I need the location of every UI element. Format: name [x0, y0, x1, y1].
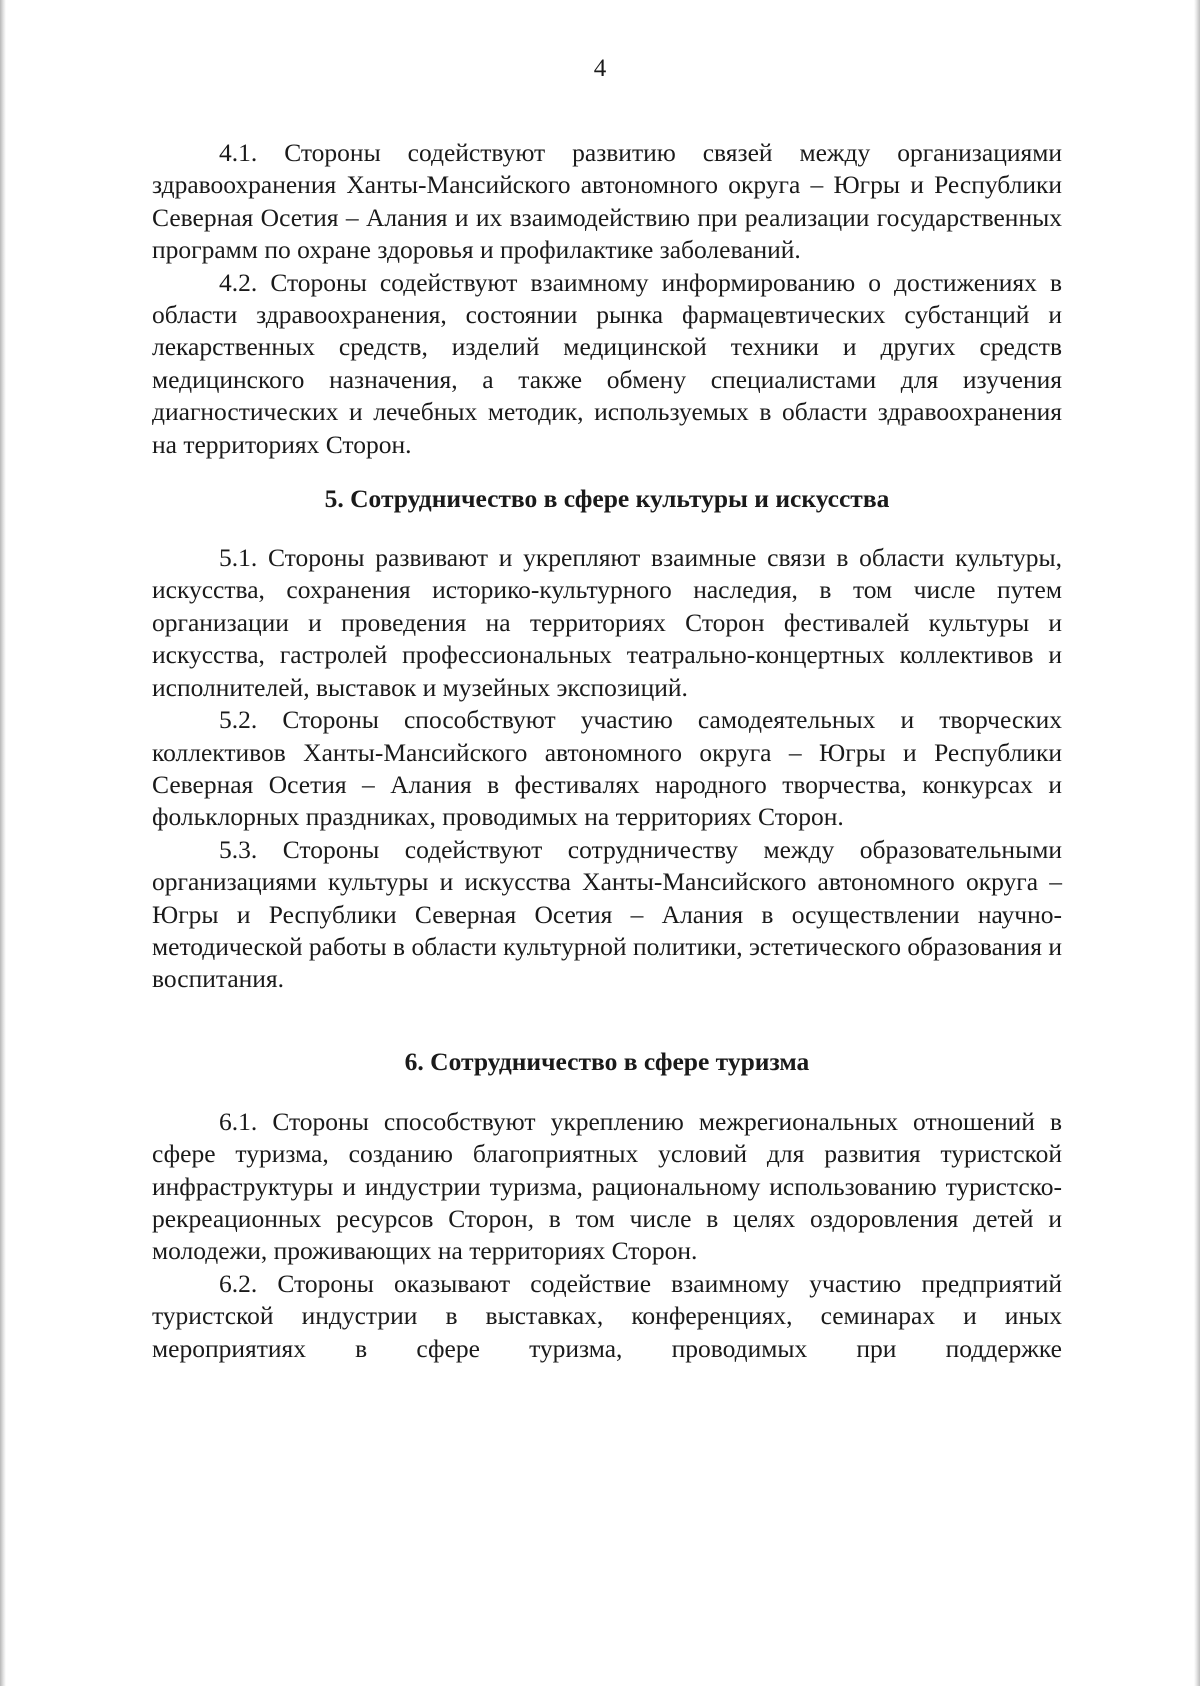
section-5-heading: 5. Сотрудничество в сфере культуры и искусства	[324, 484, 890, 514]
document-body	[152, 137, 1062, 1365]
paragraph-5-1: 5.1. Стороны развивают и укрепляют взаимные связи в области культуры, искусства, сохранения историко-культурного наследия, в том числе путем организации и проведения на территориях Сторон фестивалей культуры и искусства, гастролей профессиональных театрально-концертных коллективов и исполнителей, выставок и музейных экспозиций.	[152, 543, 1062, 702]
paragraph-5-2: 5.2. Стороны способствуют участию самодеятельных и творческих коллективов Ханты-Мансийского автономного округа – Югры и Республики Северная Осетия – Алания в фестивалях народного творчества, конкурсах и фольклорных праздниках, проводимых на территориях Сторон.	[152, 705, 1062, 832]
paragraph-6-2: 6.2. Стороны оказывают содействие взаимному участию предприятий туристской индустрии в выставках, конференциях, семинарах и иных мероприятиях в сфере туризма, проводимых при поддержке	[152, 1268, 1062, 1363]
paragraph-6-1: 6.1. Стороны способствуют укреплению межрегиональных отношений в сфере туризма, созданию благоприятных условий для развития туристской инфраструктуры и индустрии туризма, рациональному использованию туристско-рекреационных ресурсов Сторон, в том числе в целях оздоровления детей и молодежи, проживающих на территориях Сторон.	[152, 1106, 1062, 1266]
page-number: 4	[593, 55, 607, 82]
scan-edge-right	[1194, 0, 1200, 1686]
scan-edge-left	[0, 0, 6, 1686]
section-6-heading: 6. Сотрудничество в сфере туризма	[404, 1046, 810, 1076]
paragraph-4-1: 4.1. Стороны содействуют развитию связей между организациями здравоохранения Ханты-Мансийского автономного округа – Югры и Республики Северная Осетия – Алания и их взаимодействию при реализации государственных программ по охране здоровья и профилактике заболеваний.	[152, 138, 1062, 265]
paragraph-4-2: 4.2. Стороны содействуют взаимному информированию о достижениях в области здравоохранения, состоянии рынка фармацевтических субстанций и лекарственных средств, изделий медицинской техники и других средств медицинского назначения, а также обмену специалистами для изучения диагностических и лечебных методик, используемых в области здравоохранения на территориях Сторон.	[152, 267, 1062, 459]
paragraph-5-3: 5.3. Стороны содействуют сотрудничеству между образовательными организациями культуры и искусства Ханты-Мансийского автономного округа – Югры и Республики Северная Осетия – Алания в осуществлении научно-методической работы в области культурной политики, эстетического образования и воспитания.	[152, 834, 1062, 994]
